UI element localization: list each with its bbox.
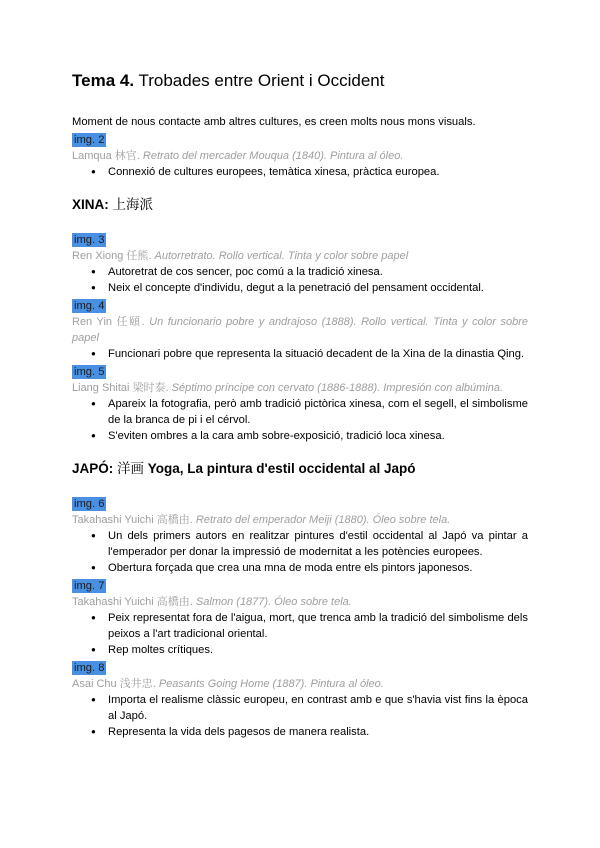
bullet-list (72, 164, 528, 180)
caption-author: Asai Chu 浅井忠. (72, 678, 159, 690)
heading-subtitle: Yoga, La pintura d'estil occidental al Japó (144, 461, 416, 476)
list-item: ● Funcionari pobre que representa la situació decadent de la Xina de la dinastia Qing. (108, 346, 528, 362)
list-item: ● Neix el concepte d'individu, degut a la penetració del pensament occidental. (108, 280, 528, 296)
page-title (72, 70, 528, 92)
heading-text: JAPÓ: (72, 461, 118, 476)
image-ref-4: img. 4 (74, 300, 105, 312)
caption-2 (72, 148, 528, 164)
caption-5 (72, 380, 528, 396)
bullet-list (72, 610, 528, 658)
title-text: Trobades entre Orient i Occident (134, 71, 385, 90)
caption-title: Peasants Going Home (1887). Pintura al óleo. (158, 678, 384, 690)
caption-author: Ren Xiong 任熊. (72, 250, 155, 262)
caption-3 (72, 248, 528, 264)
list-item: ● Un dels primers autors en realitzar pintures d'estil occidental al Japó va pintar a l'emperador per donar la impressió de modernitat a les potències europees. (108, 528, 528, 560)
image-ref-8: img. 8 (74, 662, 105, 674)
list-item: ● S'eviten ombres a la cara amb sobre-exposició, tradició loca xinesa. (108, 428, 528, 444)
caption-title: Un funcionario pobre y andrajoso (1888). Rollo vertical. Tinta y color sobre papel (72, 316, 528, 344)
image-ref-6: img. 6 (74, 498, 105, 510)
caption-6 (72, 512, 528, 528)
bullet-list (72, 528, 528, 576)
heading-jp: 洋画 (117, 461, 145, 476)
bullet-list (72, 264, 528, 296)
caption-author: Takahashi Yuichi 高橋由. (72, 514, 196, 526)
caption-author: Takahashi Yuichi 高橋由. (72, 596, 196, 608)
caption-title: Salmon (1877). Óleo sobre tela. (195, 596, 352, 608)
bullet-list (72, 692, 528, 740)
section-heading-xina (72, 196, 528, 214)
list-item: ● Obertura forçada que crea una mna de moda entre els pintors japonesos. (108, 560, 528, 576)
title-number: Tema 4. (72, 71, 135, 90)
list-item: ● Importa el realisme clàssic europeu, en contrast amb e que s'havia vist fins la època al Japó. (108, 692, 528, 724)
image-ref-7: img. 7 (74, 580, 105, 592)
intro-paragraph: Moment de nous contacte amb altres cultures, es creen molts nous mons visuals. (72, 116, 476, 128)
caption-8 (72, 676, 528, 692)
caption-title: Retrato del mercader Mouqua (1840). Pintura al óleo. (142, 150, 404, 162)
bullet-list (72, 396, 528, 444)
caption-title: Autorretrato. Rollo vertical. Tinta y color sobre papel (154, 250, 409, 262)
image-ref-3: img. 3 (74, 234, 105, 246)
image-ref-2: img. 2 (74, 134, 105, 146)
section-heading-japo (72, 460, 528, 478)
caption-author: Lamqua 林官. (72, 150, 143, 162)
heading-text: XINA: (72, 197, 113, 212)
heading-cn: 上海派 (112, 197, 153, 212)
list-item: ● Autoretrat de cos sencer, poc comú a la tradició xinesa. (108, 264, 528, 280)
caption-title: Séptimo príncipe con cervato (1886-1888). Impresión con albúmina. (171, 382, 504, 394)
caption-7 (72, 594, 528, 610)
bullet-list (72, 346, 528, 362)
list-item: ● Rep moltes crítiques. (108, 642, 528, 658)
list-item: ● Peix representat fora de l'aigua, mort, que trenca amb la tradició del simbolisme dels peixos a l'art tradicional oriental. (108, 610, 528, 642)
caption-author: Ren Yin 任頤. (72, 316, 150, 328)
image-ref-5: img. 5 (74, 366, 105, 378)
list-item: ● Representa la vida dels pagesos de manera realista. (108, 724, 528, 740)
caption-title: Retrato del emperador Meiji (1880). Óleo sobre tela. (195, 514, 451, 526)
list-item: ● Connexió de cultures europees, temàtica xinesa, pràctica europea. (108, 164, 528, 180)
caption-author: Liang Shitai 梁时泰. (72, 382, 172, 394)
list-item: ● Apareix la fotografia, però amb tradició pictòrica xinesa, com el segell, el simbolisme de la branca de pi i el cérvol. (108, 396, 528, 428)
caption-4 (72, 314, 528, 346)
